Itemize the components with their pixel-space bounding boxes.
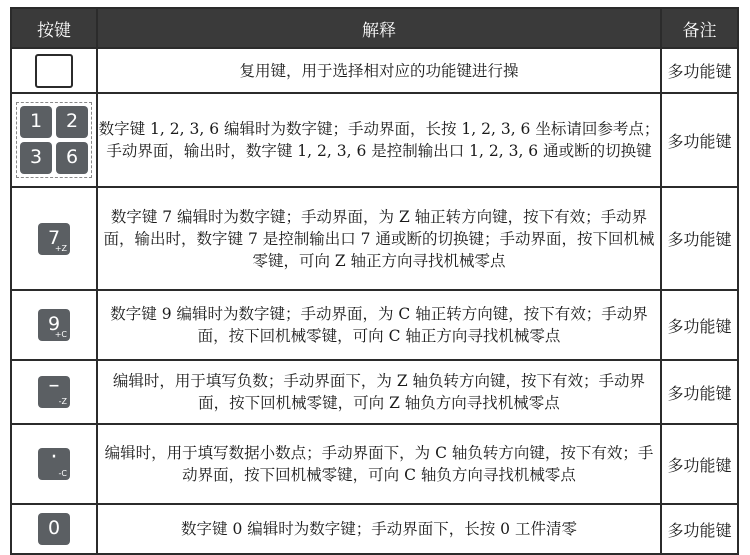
key-cell	[11, 424, 97, 504]
key-function-table	[10, 7, 739, 555]
description-cell: 复用键，用于选择相对应的功能键进行操	[97, 48, 661, 93]
note-cell: 多功能键	[661, 48, 738, 93]
key-label: 1	[29, 110, 43, 132]
description-cell: 数字键 0 编辑时为数字键；手动界面下，长按 0 工件清零	[97, 504, 661, 554]
note-cell: 多功能键	[661, 424, 738, 504]
key-cell	[11, 360, 97, 424]
key-sublabel: -Z	[58, 397, 67, 406]
key-cell	[11, 504, 97, 554]
key-label: –	[48, 373, 60, 398]
key-label: 2	[65, 110, 79, 132]
table-row	[11, 424, 738, 504]
key-label: 9	[47, 313, 61, 335]
key-3-icon	[20, 142, 52, 174]
header-note: 备注	[661, 8, 738, 48]
key-7-icon	[38, 223, 70, 255]
key-cell	[11, 290, 97, 360]
key-label: 6	[65, 146, 79, 168]
key-9-icon	[38, 309, 70, 341]
header-description: 解释	[97, 8, 661, 48]
key-1-icon	[20, 106, 52, 138]
key-sublabel: +C	[54, 330, 67, 339]
description-cell: 数字键 1, 2, 3, 6 编辑时为数字键；手动界面，长按 1, 2, 3, 6 坐标请回参考点；手动界面，输出时，数字键 1, 2, 3, 6 是控制输出口 1, 2, 3, 6 通或断的切换键	[97, 93, 661, 187]
minus-key-icon	[38, 373, 70, 408]
note-cell: 多功能键	[661, 504, 738, 554]
description-cell: 编辑时，用于填写负数；手动界面下，为 Z 轴负转方向键，按下有效；手动界面，按下回机械零键，可向 Z 轴负方向寻找机械零点	[97, 360, 661, 424]
key-cell	[11, 48, 97, 93]
note-cell: 多功能键	[661, 360, 738, 424]
key-label: 3	[29, 146, 43, 168]
table-row	[11, 504, 738, 554]
key-0-icon	[38, 513, 70, 545]
header-key: 按键	[11, 8, 97, 48]
description-cell: 编辑时，用于填写数据小数点；手动界面下，为 C 轴负转方向键，按下有效；手动界面，按下回机械零键，可向 C 轴负方向寻找机械零点	[97, 424, 661, 504]
key-label: 0	[47, 517, 61, 539]
key-cell	[11, 93, 97, 187]
key-2-icon	[56, 106, 88, 138]
description-cell: 数字键 7 编辑时为数字键；手动界面，为 Z 轴正转方向键，按下有效；手动界面，输出时，数字键 7 是控制输出口 7 通或断的切换键；手动界面，按下回机械零键，可向 Z 轴正方向寻找机械零点	[97, 187, 661, 290]
table-row	[11, 93, 738, 187]
decimal-point-key-icon	[38, 445, 70, 480]
key-sublabel: -C	[58, 469, 67, 478]
table-row	[11, 360, 738, 424]
table-row	[11, 187, 738, 290]
key-6-icon	[56, 142, 88, 174]
multiplex-key-icon	[35, 54, 73, 88]
key-label: ·	[50, 445, 58, 470]
table-row	[11, 48, 738, 93]
key-label: 7	[47, 226, 61, 249]
note-cell: 多功能键	[661, 93, 738, 187]
note-cell: 多功能键	[661, 187, 738, 290]
description-cell: 数字键 9 编辑时为数字键；手动界面，为 C 轴正转方向键，按下有效；手动界面，按下回机械零键，可向 C 轴正方向寻找机械零点	[97, 290, 661, 360]
table-header-row	[11, 8, 738, 48]
key-cell	[11, 187, 97, 290]
key-sublabel: +Z	[54, 243, 67, 253]
table-row	[11, 290, 738, 360]
key-group-1236	[16, 102, 92, 178]
note-cell: 多功能键	[661, 290, 738, 360]
